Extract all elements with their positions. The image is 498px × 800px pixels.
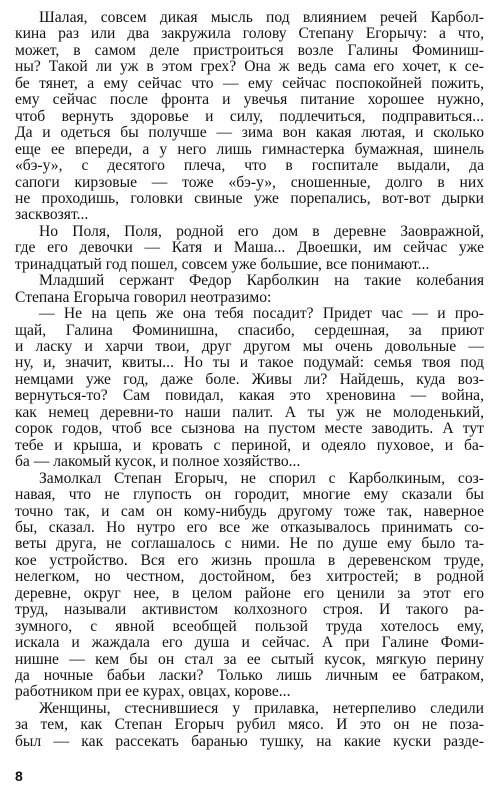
text-line: за тем, как Степан Егорыч рубил мясо. И это он не поза-	[15, 716, 484, 734]
page-number: 8	[15, 768, 23, 784]
text-line: сорок годов, чтоб все сызнова на пустом месте заводить. А тут	[15, 420, 484, 438]
text-line: веты друга, не соглашалось с ними. Не по душе ему было та-	[15, 535, 484, 553]
text-line: — Не на цепь же она тебя посадит? Придет час — и про-	[39, 305, 484, 323]
text-line: ны? Такой ли уж в этом грех? Она ж ведь сама его хочет, к се-	[15, 58, 484, 76]
text-line: работником при ее курах, овцах, корове...	[15, 683, 291, 701]
text-line: Младший сержант Федор Карболкин на такие колебания	[39, 272, 484, 290]
text-line: как немец деревни-то наши палит. А ты уж не молоденький,	[15, 403, 484, 421]
text-line: точно так, и сам он кому-нибудь другому тоже так, наверное	[15, 502, 484, 520]
text-line: может, в самом деле пристроиться возле Галины Фоминиш-	[15, 41, 484, 59]
text-line: труд, называли активистом колхозного строя. И такого ра-	[15, 601, 484, 619]
text-line: нелегком, но честном, достойном, без хитростей; в родной	[15, 568, 484, 586]
text-line: Шалая, совсем дикая мысль под влиянием речей Карбол-	[39, 9, 484, 26]
text-line: да ночные бабьи ласки? Только лишь личным ее батраком,	[15, 667, 484, 684]
text-line: тебе и крыша, и кровать с периной, и одеяло пуховое, и ба-	[15, 436, 484, 454]
text-line: зумного, с явной всеобщей пользой труда хотелось ему,	[15, 617, 484, 635]
text-line: навая, что не глупость он городит, многие ему сказали бы	[15, 486, 484, 504]
text-line: был — как рассекать баранью тушку, на какие куски разде-	[15, 732, 484, 750]
text-line: ну, и, значит, квиты... Но ты и такое подумай: семья твоя под	[15, 354, 484, 372]
text-line: сапоги кирзовые — тоже «бэ-у», сношенные, долго в них	[15, 173, 484, 191]
text-line: чтоб вернуть здоровье и силу, подлечиться, подправиться...	[15, 107, 484, 125]
text-line: Да и одеться бы получше — зима вон какая лютая, и сколько	[15, 124, 484, 142]
text-line: ему сейчас после фронта и увечья питание хорошее нужно,	[15, 91, 484, 109]
text-line: ба — лакомый кусок, и полное хозяйство...	[15, 453, 301, 471]
text-line: бе тянет, а ему сейчас что — ему сейчас поспокойней пожить,	[15, 74, 484, 92]
text-line: вернуться-то? Сам повидал, какая это хреновина — война,	[15, 387, 484, 405]
text-line: бы, сказал. Но нутро его все же отказывалось принимать со-	[15, 518, 484, 536]
text-line: «бэ-у», с десятого плеча, что в госпитале выдали, да	[15, 157, 484, 175]
text-line: Женщины, стеснившиеся у прилавка, нетерпеливо следили	[39, 699, 484, 717]
text-line: Степана Егорыча говорил неотразимо:	[15, 288, 272, 306]
text-line: деревне, округ нее, в целом районе его ценили за этот его	[15, 584, 484, 602]
text-line: тринадцатый год пошел, совсем уже большие, все понимают...	[15, 255, 430, 273]
text-line: где его девочки — Катя и Маша... Двоешки, им сейчас уже	[15, 239, 484, 257]
text-line: Замолкал Степан Егорыч, не спорил с Карболкиным, соз-	[39, 469, 484, 487]
text-line: и ласку и харчи твои, друг другом мы очень довольные —	[15, 338, 484, 355]
text-line: не проходишь, головки свиные уже порепались, вот-вот дырки	[15, 189, 484, 207]
text-line: Но Поля, Поля, родной его дом в деревне Заовражной,	[39, 222, 484, 240]
text-line: немцами уже год, даже боле. Живы ли? Найдешь, куда воз-	[15, 370, 484, 388]
text-line: кое устройство. Вся его жизнь прошла в деревенском труде,	[15, 551, 484, 569]
text-line: нишне — кем бы он стал за ее сытый кусок, мягкую перину	[15, 650, 484, 668]
text-line: еще ее впереди, а у него лишь гимнастерка бумажная, шинель	[15, 140, 484, 158]
text-line: щай, Галина Фоминишна, спасибо, сердешная, за приют	[15, 321, 484, 339]
text-line: кина раз или два закружила голову Степану Егорычу: а что,	[15, 25, 484, 43]
text-line: засквозят...	[15, 206, 89, 224]
text-line: искала и жаждала его душа и сейчас. А при Галине Фоми-	[15, 634, 484, 652]
